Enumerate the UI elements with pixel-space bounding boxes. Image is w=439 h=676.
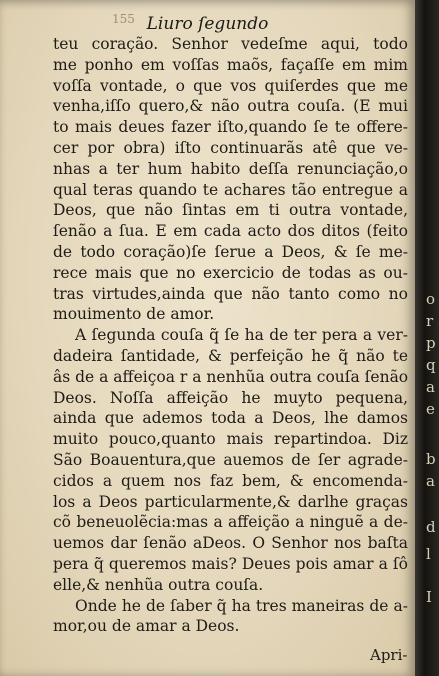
neighbor-glyph: a xyxy=(426,378,435,396)
neighbor-glyph: o xyxy=(426,290,436,308)
body-text xyxy=(53,34,408,637)
text-line: uemos dar ſenão aDeos. O Senhor nos baſta xyxy=(53,534,408,553)
text-line: venha,iſſo quero,& não outra couſa. (E mui xyxy=(53,97,408,116)
text-line: rece mais que no exercicio de todas as ou- xyxy=(53,263,408,282)
running-header xyxy=(0,14,415,34)
paragraph-start-line: Onde he de ſaber q̃ ha tres maneiras de a- xyxy=(75,596,408,615)
neighbor-glyph: a xyxy=(426,472,435,490)
text-line: ſenão a ſua. E em cada acto dos ditos (feito xyxy=(53,222,408,241)
text-line: cõ beneuolẽcia:mas a affeição a ninguẽ a de- xyxy=(53,513,408,532)
text-line: mor,ou de amar a Deos. xyxy=(53,617,240,636)
text-line: Deos, que não ſintas em ti outra vontade, xyxy=(53,201,408,220)
text-line: Deos. Noſſa affeição he muyto pequena, xyxy=(53,388,408,407)
text-line: nhas a ter hum habito deſſa renunciação,o xyxy=(53,159,408,178)
text-line: mouimento de amor. xyxy=(53,305,215,324)
text-line: cer por obra) iſto continuarãs atê que ve- xyxy=(53,138,408,157)
text-line: muito pouco,quanto mais repartindoa. Diz xyxy=(53,430,408,449)
text-line: elle,& nenhũa outra couſa. xyxy=(53,575,264,594)
neighbor-glyph: I xyxy=(426,588,432,606)
text-line: qual teras quando te achares tão entregue a xyxy=(53,180,408,199)
neighbor-page-edge xyxy=(424,0,439,676)
page-number: 155 xyxy=(112,12,135,26)
text-line: tras virtudes,ainda que não tanto como no xyxy=(53,284,408,303)
neighbor-glyph: l xyxy=(426,545,431,563)
text-line: me ponho em voſſas maõs, façaſſe em mim xyxy=(53,55,408,74)
text-line: voſſa vontade, o que vos quiſerdes que me xyxy=(53,76,408,95)
paragraph-start-line: A ſegunda couſa q̃ ſe ha de ter pera a ver- xyxy=(75,326,408,345)
text-line: dadeira ſantidade, & perfeição he q̃ não te xyxy=(53,346,408,365)
neighbor-glyph: p xyxy=(426,334,436,352)
neighbor-glyph: r xyxy=(426,312,434,330)
text-line: to mais deues fazer iſto,quando ſe te offere- xyxy=(53,118,408,137)
text-line: de todo coração)ſe ſerue a Deos, & ſe me- xyxy=(53,242,408,261)
catchword: Apri- xyxy=(370,646,408,664)
text-line: pera q̃ queremos mais? Deues pois amar a ſô xyxy=(53,554,408,573)
text-line: São Boauentura,que auemos de ſer agrade- xyxy=(53,450,408,469)
text-line: teu coração. Senhor vedeſme aqui, todo xyxy=(53,35,408,53)
text-line: âs de a affeiçoa r a nenhũa outra couſa ſenão xyxy=(53,367,409,386)
text-line: ainda que ademos toda a Deos, lhe damos xyxy=(53,409,408,428)
neighbor-glyph: d xyxy=(426,518,436,536)
neighbor-glyph: q xyxy=(426,356,436,374)
neighbor-glyph: b xyxy=(426,450,436,468)
running-title: Liuro ſegundo xyxy=(146,14,269,34)
text-line: los a Deos particularmente,& darlhe graças xyxy=(53,492,408,511)
neighbor-glyph: e xyxy=(426,400,435,418)
text-line: cidos a quem nos faz bem, & encomenda- xyxy=(53,471,408,490)
